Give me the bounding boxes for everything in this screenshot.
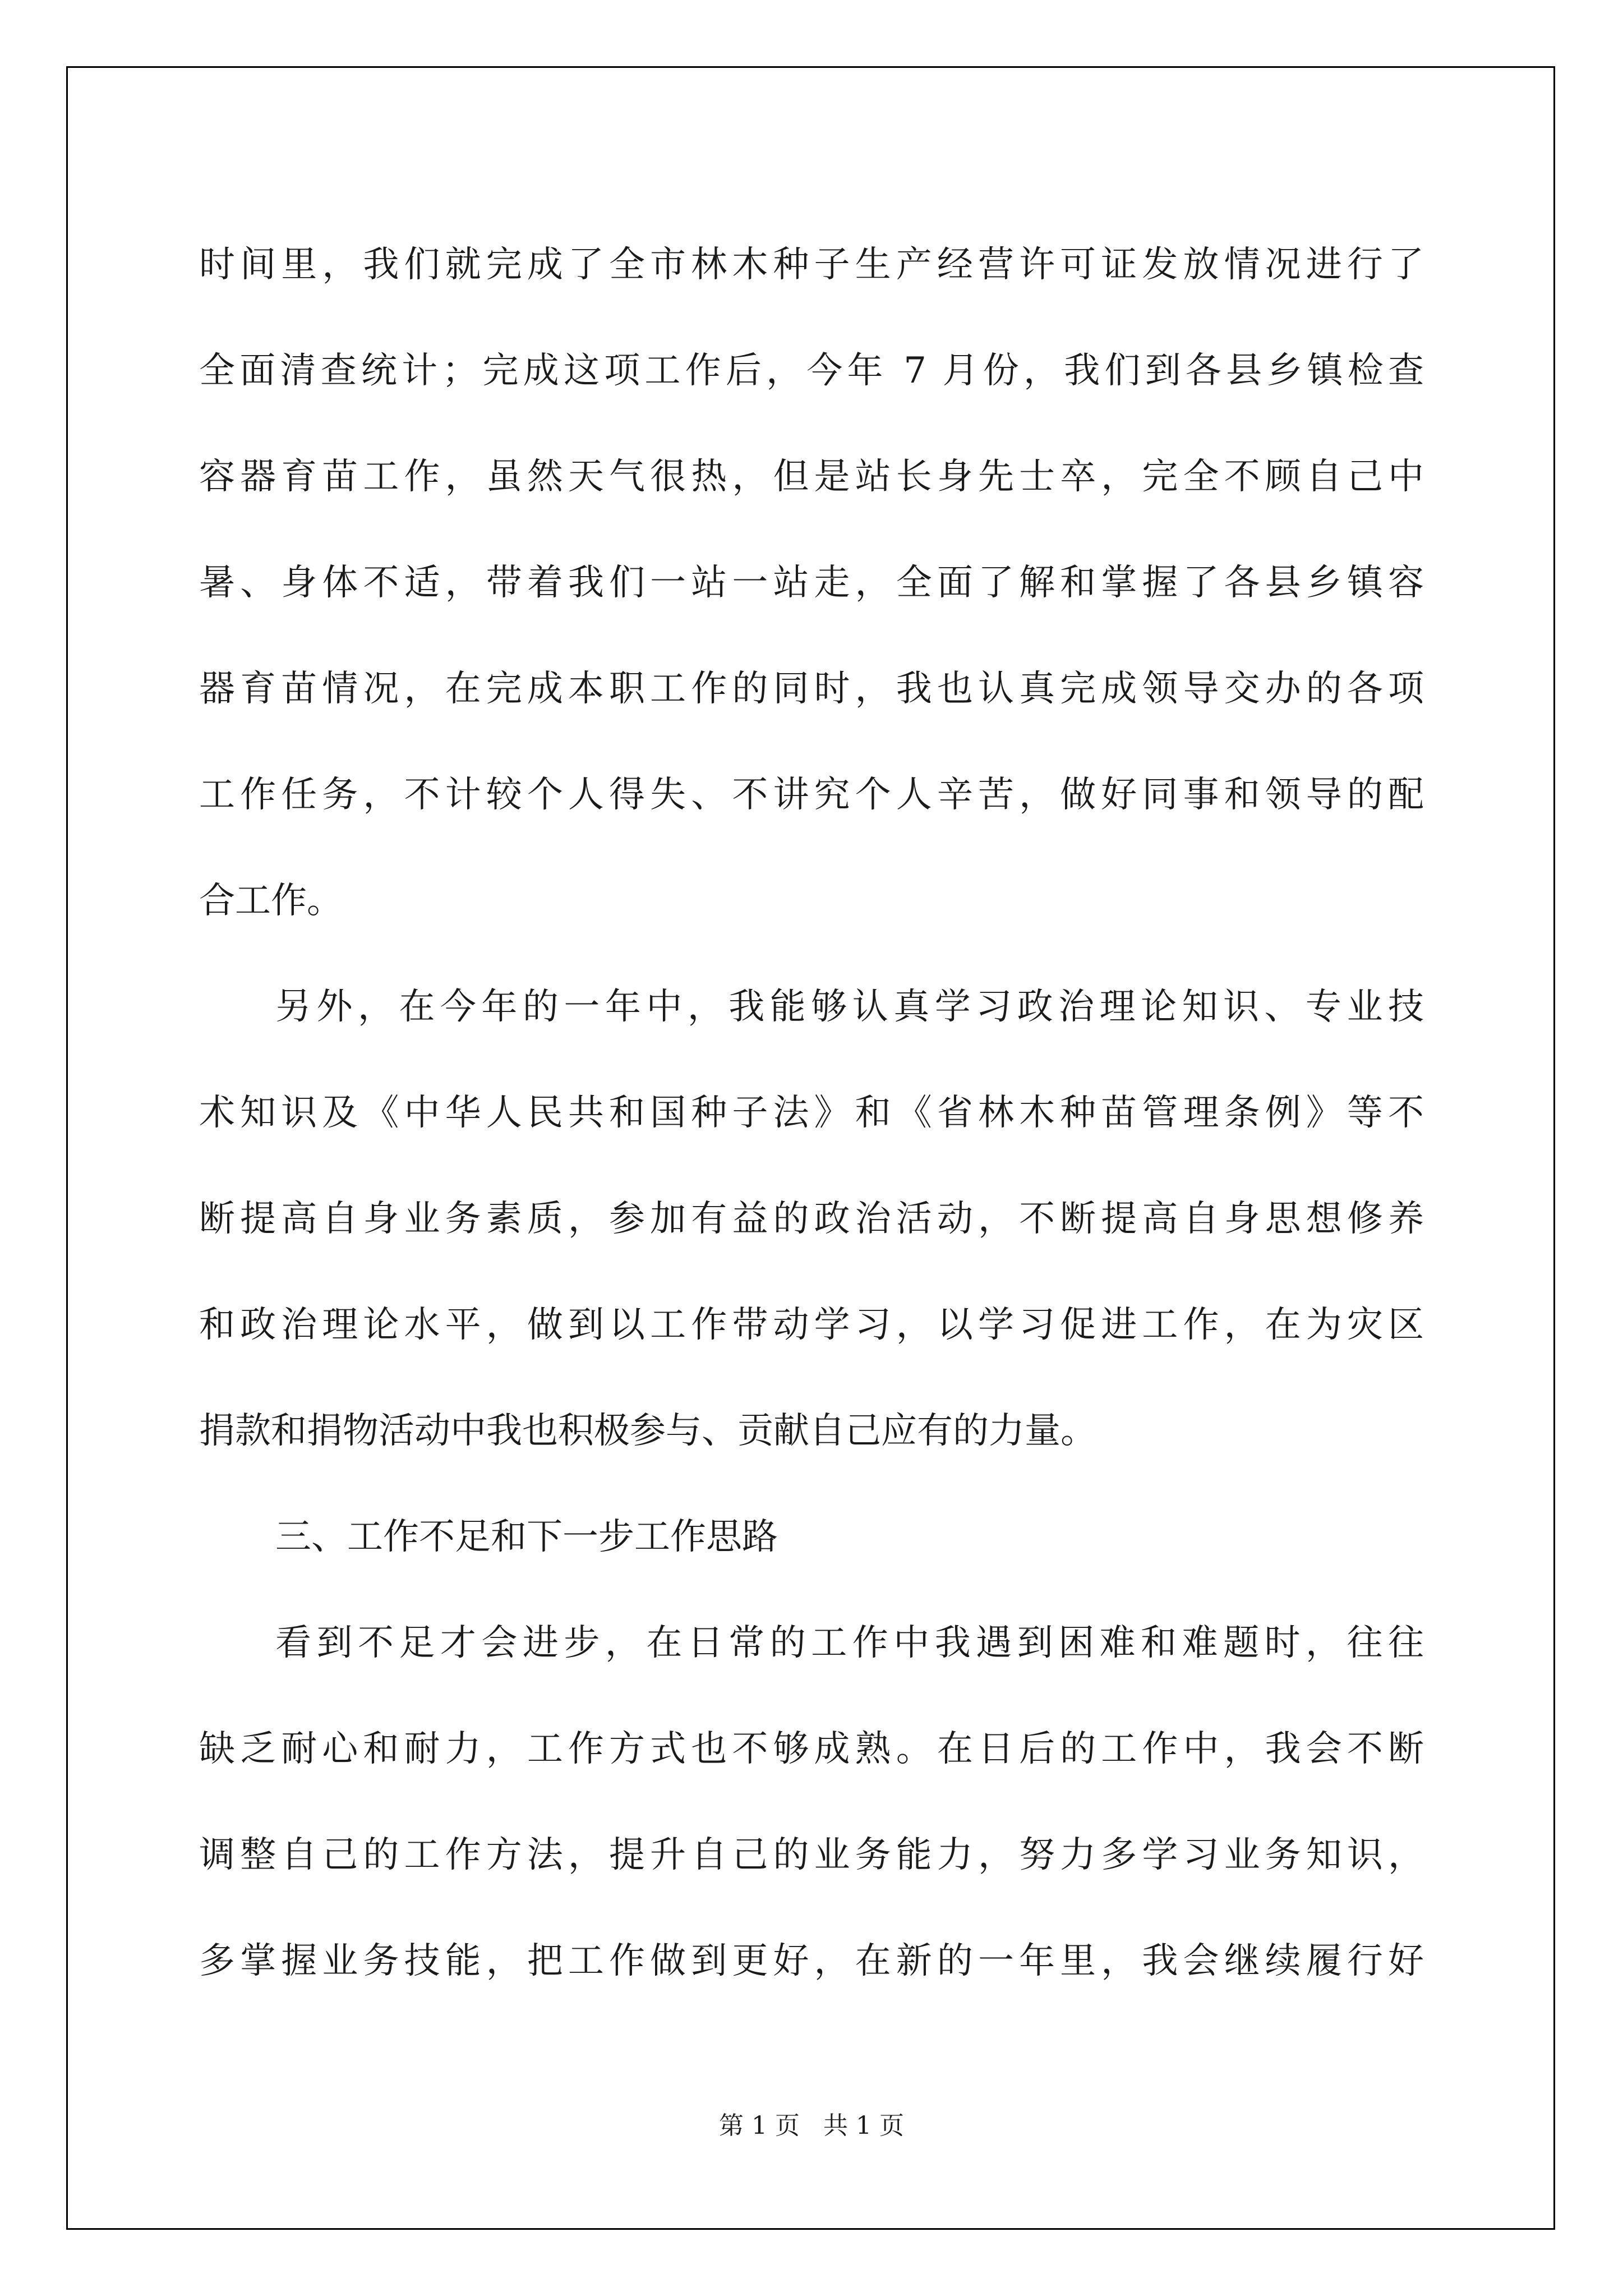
text-line: 和政治理论水平，做到以工作带动学习，以学习促进工作，在为灾区 xyxy=(199,1304,1424,1346)
text-line: 另外，在今年的一年中，我能够认真学习政治理论知识、专业技 xyxy=(275,986,1424,1028)
page-total: 共 1 页 xyxy=(823,2111,904,2140)
document-body xyxy=(199,212,1424,2014)
text-line: 容器育苗工作，虽然天气很热，但是站长身先士卒，完全不顾自己中 xyxy=(199,456,1424,498)
page-number: 第 1 页 xyxy=(719,2111,800,2140)
text-line: 器育苗情况，在完成本职工作的同时，我也认真完成领导交办的各项 xyxy=(199,668,1424,710)
text-line: 看到不足才会进步，在日常的工作中我遇到困难和难题时，往往 xyxy=(275,1622,1424,1664)
text-line: 合工作。 xyxy=(199,880,343,922)
text-line: 多掌握业务技能，把工作做到更好，在新的一年里，我会继续履行好 xyxy=(199,1940,1424,1982)
text-line: 工作任务，不计较个人得失、不讲究个人辛苦，做好同事和领导的配 xyxy=(199,774,1424,816)
text-line: 缺乏耐心和耐力，工作方式也不够成熟。在日后的工作中，我会不断 xyxy=(199,1728,1424,1770)
section-heading: 三、工作不足和下一步工作思路 xyxy=(275,1516,778,1558)
text-line: 调整自己的工作方法，提升自己的业务能力，努力多学习业务知识， xyxy=(199,1834,1424,1876)
text-line: 断提高自身业务素质，参加有益的政治活动，不断提高自身思想修养 xyxy=(199,1198,1424,1240)
text-line: 术知识及《中华人民共和国种子法》和《省林木种苗管理条例》等不 xyxy=(199,1092,1424,1134)
text-line: 全面清查统计；完成这项工作后，今年 7 月份，我们到各县乡镇检查 xyxy=(199,350,1424,392)
page-footer xyxy=(0,2109,1623,2143)
text-line: 暑、身体不适，带着我们一站一站走，全面了解和掌握了各县乡镇容 xyxy=(199,562,1424,604)
text-line: 捐款和捐物活动中我也积极参与、贡献自己应有的力量。 xyxy=(199,1410,1096,1452)
text-line: 时间里，我们就完成了全市林木种子生产经营许可证发放情况进行了 xyxy=(199,244,1424,286)
